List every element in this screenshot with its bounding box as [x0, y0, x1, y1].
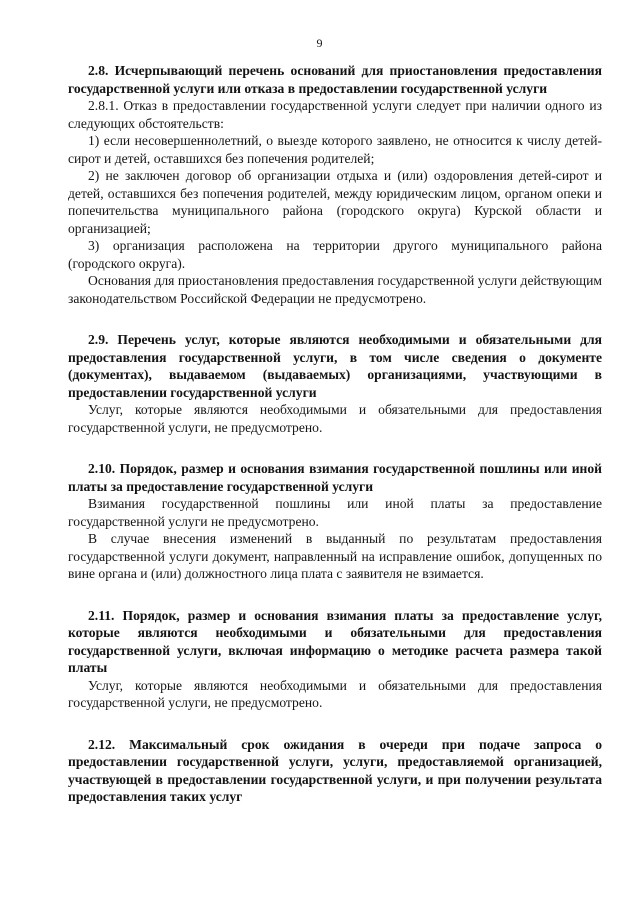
- list-item: 1) если несовершеннолетний, о выезде которого заявлено, не относится к числу детей-сирот и детей, оставшихся без попечения родителей;: [68, 133, 602, 166]
- section-2-9: [68, 331, 602, 436]
- paragraph: 2.8.1. Отказ в предоставлении государственной услуги следует при наличии одного из следующих обстоятельств:: [68, 98, 602, 131]
- paragraph: Услуг, которые являются необходимыми и обязательными для предоставления государственной услуги, не предусмотрено.: [68, 402, 602, 435]
- section-heading: 2.11. Порядок, размер и основания взимания платы за предоставление услуг, которые являются необходимыми и обязательными для предоставления государственной услуги, включая информацию о методике расчета размера такой платы: [68, 607, 602, 675]
- list-item: 3) организация расположена на территории другого муниципального района (городского округа).: [68, 238, 602, 271]
- section-2-11: [68, 607, 602, 712]
- paragraph: Основания для приостановления предоставления государственной услуги действующим законодательством Российской Федерации не предусмотрено.: [68, 273, 602, 306]
- paragraph: Услуг, которые являются необходимыми и обязательными для предоставления государственной услуги, не предусмотрено.: [68, 677, 602, 710]
- section-heading: 2.8. Исчерпывающий перечень оснований для приостановления предоставления государственной услуги или отказа в предоставлении государственной услуги: [68, 63, 602, 96]
- section-heading: 2.9. Перечень услуг, которые являются необходимыми и обязательными для предоставления государственной услуги, в том числе сведения о документе (документах), выдаваемом (выдаваемых) организациями, участвующими в предоставлении государственной услуги: [68, 332, 602, 400]
- section-heading: 2.10. Порядок, размер и основания взимания государственной пошлины или иной платы за предоставление государственной услуги: [68, 461, 602, 494]
- section-heading: 2.12. Максимальный срок ожидания в очереди при подаче запроса о предоставлении государственной услуги, услуги, предоставляемой организацией, участвующей в предоставлении государственной услуги, и при получении результата предоставления таких услуг: [68, 736, 602, 804]
- paragraph: В случае внесения изменений в выданный по результатам предоставления государственной услуги документ, направленный на исправление ошибок, допущенных по вине органа и (или) должностного лица плата с заявителя не взимается.: [68, 531, 602, 581]
- list-item: 2) не заключен договор об организации отдыха и (или) оздоровления детей-сирот и детей, оставшихся без попечения родителей, между юридическим лицом, органом опеки и попечительства муниципального района (городского округа) Курской области и организацией;: [68, 168, 602, 236]
- section-2-8: [68, 62, 602, 307]
- section-2-10: [68, 460, 602, 583]
- section-2-12: [68, 736, 602, 806]
- page-content: [68, 62, 602, 830]
- paragraph: Взимания государственной пошлины или иной платы за предоставление государственной услуги не предусмотрено.: [68, 496, 602, 529]
- page-number: 9: [316, 36, 323, 50]
